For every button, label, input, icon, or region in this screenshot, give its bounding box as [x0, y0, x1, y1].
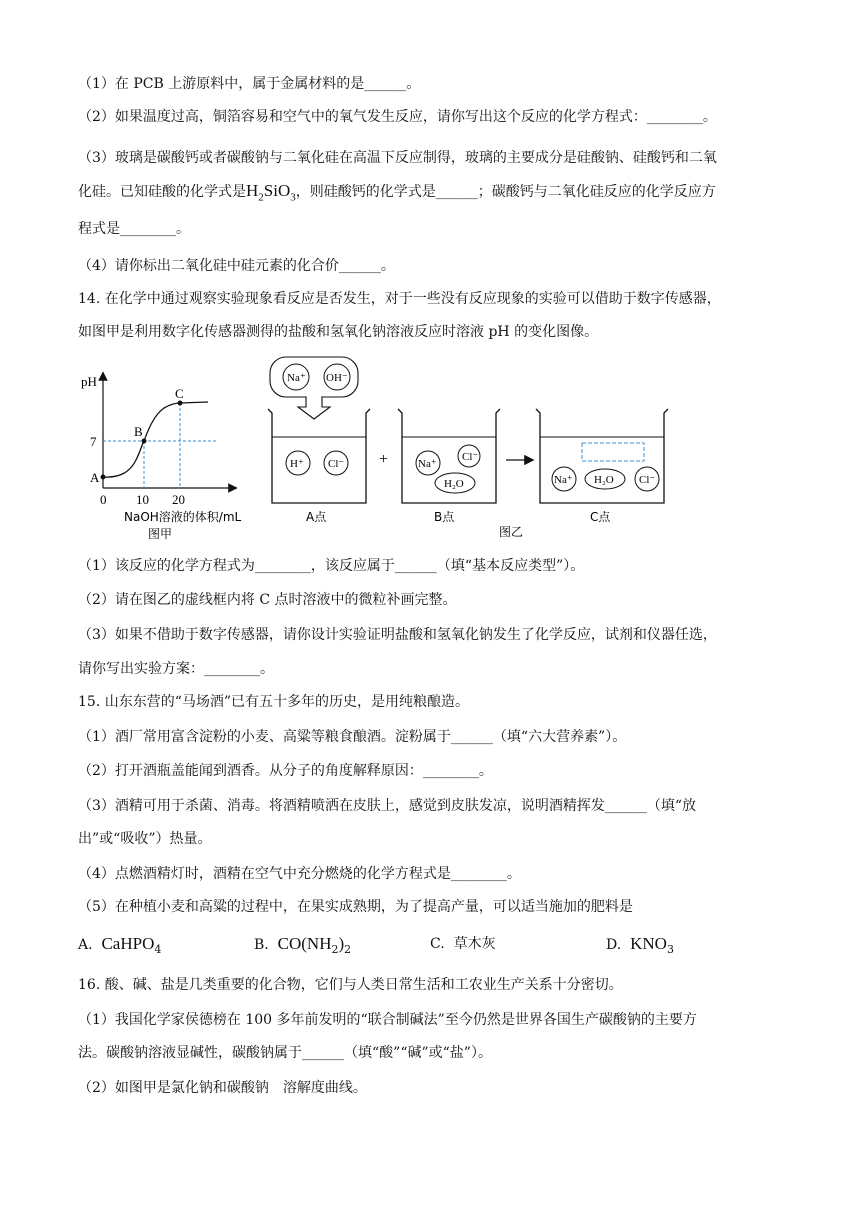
y-axis-label: pH	[81, 374, 97, 389]
q15-part2: （2）打开酒瓶盖能闻到酒香。从分子的角度解释原因：________。	[78, 763, 493, 779]
naoh-bubble	[270, 357, 358, 419]
x-axis-label: NaOH溶液的体积/mL	[124, 510, 242, 524]
q14-intro-line2: 如图甲是利用数字化传感器测得的盐酸和氢氧化钠溶液反应时溶液 pH 的变化图像。	[78, 324, 599, 340]
q13-part3-line3: 程式是________。	[78, 221, 190, 237]
q16-intro: 16. 酸、碱、盐是几类重要的化合物，它们与人类日常生活和工农业生产关系十分密切。	[78, 977, 623, 993]
q13-part3-text-a: 化硅。已知硅酸的化学式是	[78, 184, 246, 200]
plus-sign: +	[379, 451, 389, 468]
q14-intro-line1: 14. 在化学中通过观察实验现象看反应是否发生，对于一些没有反应现象的实验可以借助于数字传感器，	[78, 291, 721, 307]
q13-part1: （1）在 PCB 上游原料中，属于金属材料的是______。	[78, 76, 421, 92]
label-point-a: A点	[306, 510, 327, 524]
point-a	[101, 475, 106, 480]
q14-part3-line2: 请你写出实验方案：________。	[78, 661, 274, 677]
beaker-a-ion-h: H⁺	[290, 458, 304, 470]
beaker-c-ion-na: Na⁺	[554, 474, 573, 486]
point-c-label: C	[175, 386, 184, 401]
q13-part2: （2）如果温度过高，铜箔容易和空气中的氧气发生反应，请你写出这个反应的化学方程式：________。	[78, 109, 717, 125]
figure-jia	[78, 360, 258, 545]
point-b-label: B	[134, 424, 143, 439]
beaker-b	[398, 409, 500, 503]
q16-part1-line1: （1）我国化学家侯德榜在 100 多年前发明的“联合制碱法”至今仍然是世界各国生产碳酸钠的主要方	[78, 1012, 697, 1028]
x-tick-0: 0	[100, 492, 107, 507]
q13-part4: （4）请你标出二氧化硅中硅元素的化合价______。	[78, 258, 395, 274]
x-tick-10: 10	[136, 492, 149, 507]
q15-part4: （4）点燃酒精灯时，酒精在空气中充分燃烧的化学方程式是________。	[78, 866, 521, 882]
answer-dashed-box[interactable]	[582, 443, 644, 461]
x-tick-20: 20	[172, 492, 185, 507]
formula-h2sio3: $H_2SiO_3$	[246, 181, 296, 204]
option-c[interactable]: C. 草木灰	[430, 936, 496, 952]
beaker-c-water: H₂O	[594, 474, 614, 486]
beaker-a	[268, 409, 370, 503]
figure-yi-caption: 图乙	[499, 525, 524, 539]
q15-part5: （5）在种植小麦和高粱的过程中，在果实成熟期，为了提高产量，可以适当施加的肥料是	[78, 899, 633, 915]
beaker-a-ion-cl: Cl⁻	[328, 458, 345, 470]
label-point-b: B点	[434, 510, 455, 524]
beaker-b-ion-na: Na⁺	[418, 458, 437, 470]
q16-part2: （2）如图甲是氯化钠和碳酸钠 溶解度曲线。	[78, 1080, 367, 1096]
q13-part3-line1: （3）玻璃是碳酸钙或者碳酸钠与二氧化硅在高温下反应制得，玻璃的主要成分是硅酸钠、硅酸钙和二氧	[78, 150, 717, 166]
q15-part3-line1: （3）酒精可用于杀菌、消毒。将酒精喷洒在皮肤上，感觉到皮肤发凉，说明酒精挥发______（填“放	[78, 798, 697, 814]
beaker-b-ion-cl: Cl⁻	[462, 451, 479, 463]
q14-part3-line1: （3）如果不借助于数字传感器，请你设计实验证明盐酸和氢氧化钠发生了化学反应，试剂和仪器任选，	[78, 627, 717, 643]
q15-part3-line2: 出”或“吸收”）热量。	[78, 831, 212, 847]
q13-part3-line2	[78, 181, 716, 207]
q14-part2: （2）请在图乙的虚线框内将 C 点时溶液中的微粒补画完整。	[78, 592, 457, 608]
ph-curve	[103, 402, 208, 477]
label-point-c: C点	[590, 510, 611, 524]
bubble-ion-oh: OH⁻	[326, 372, 348, 384]
bubble-ion-na: Na⁺	[287, 372, 306, 384]
option-d[interactable]: D. $KNO_3$	[606, 934, 674, 956]
figure-yi	[262, 355, 682, 545]
option-b[interactable]: B. $CO(NH_2)_2$	[254, 934, 352, 956]
point-b	[142, 439, 147, 444]
beaker-c	[536, 409, 668, 503]
option-a[interactable]: A. CaHPO$_4$	[78, 934, 162, 956]
beaker-b-water: H₂O	[444, 478, 464, 490]
q15-intro: 15. 山东东营的“马场酒”已有五十多年的历史，是用纯粮酿造。	[78, 694, 470, 710]
y-tick-7: 7	[90, 434, 97, 449]
q14-part1: （1）该反应的化学方程式为________，该反应属于______（填“基本反应类型”）。	[78, 558, 585, 574]
figure-jia-caption: 图甲	[148, 527, 173, 541]
point-a-label: A	[90, 470, 100, 485]
beaker-c-ion-cl: Cl⁻	[639, 474, 656, 486]
q13-part3-text-b: ，则硅酸钙的化学式是______；碳酸钙与二氧化硅反应的化学反应方	[295, 184, 716, 200]
q16-part1-line2: 法。碳酸钠溶液显碱性，碳酸钠属于______（填“酸”“碱”或“盐”）。	[78, 1045, 492, 1061]
q15-part1: （1）酒厂常用富含淀粉的小麦、高粱等粮食酿酒。淀粉属于______（填“六大营养素”）。	[78, 729, 627, 745]
point-c	[178, 401, 183, 406]
